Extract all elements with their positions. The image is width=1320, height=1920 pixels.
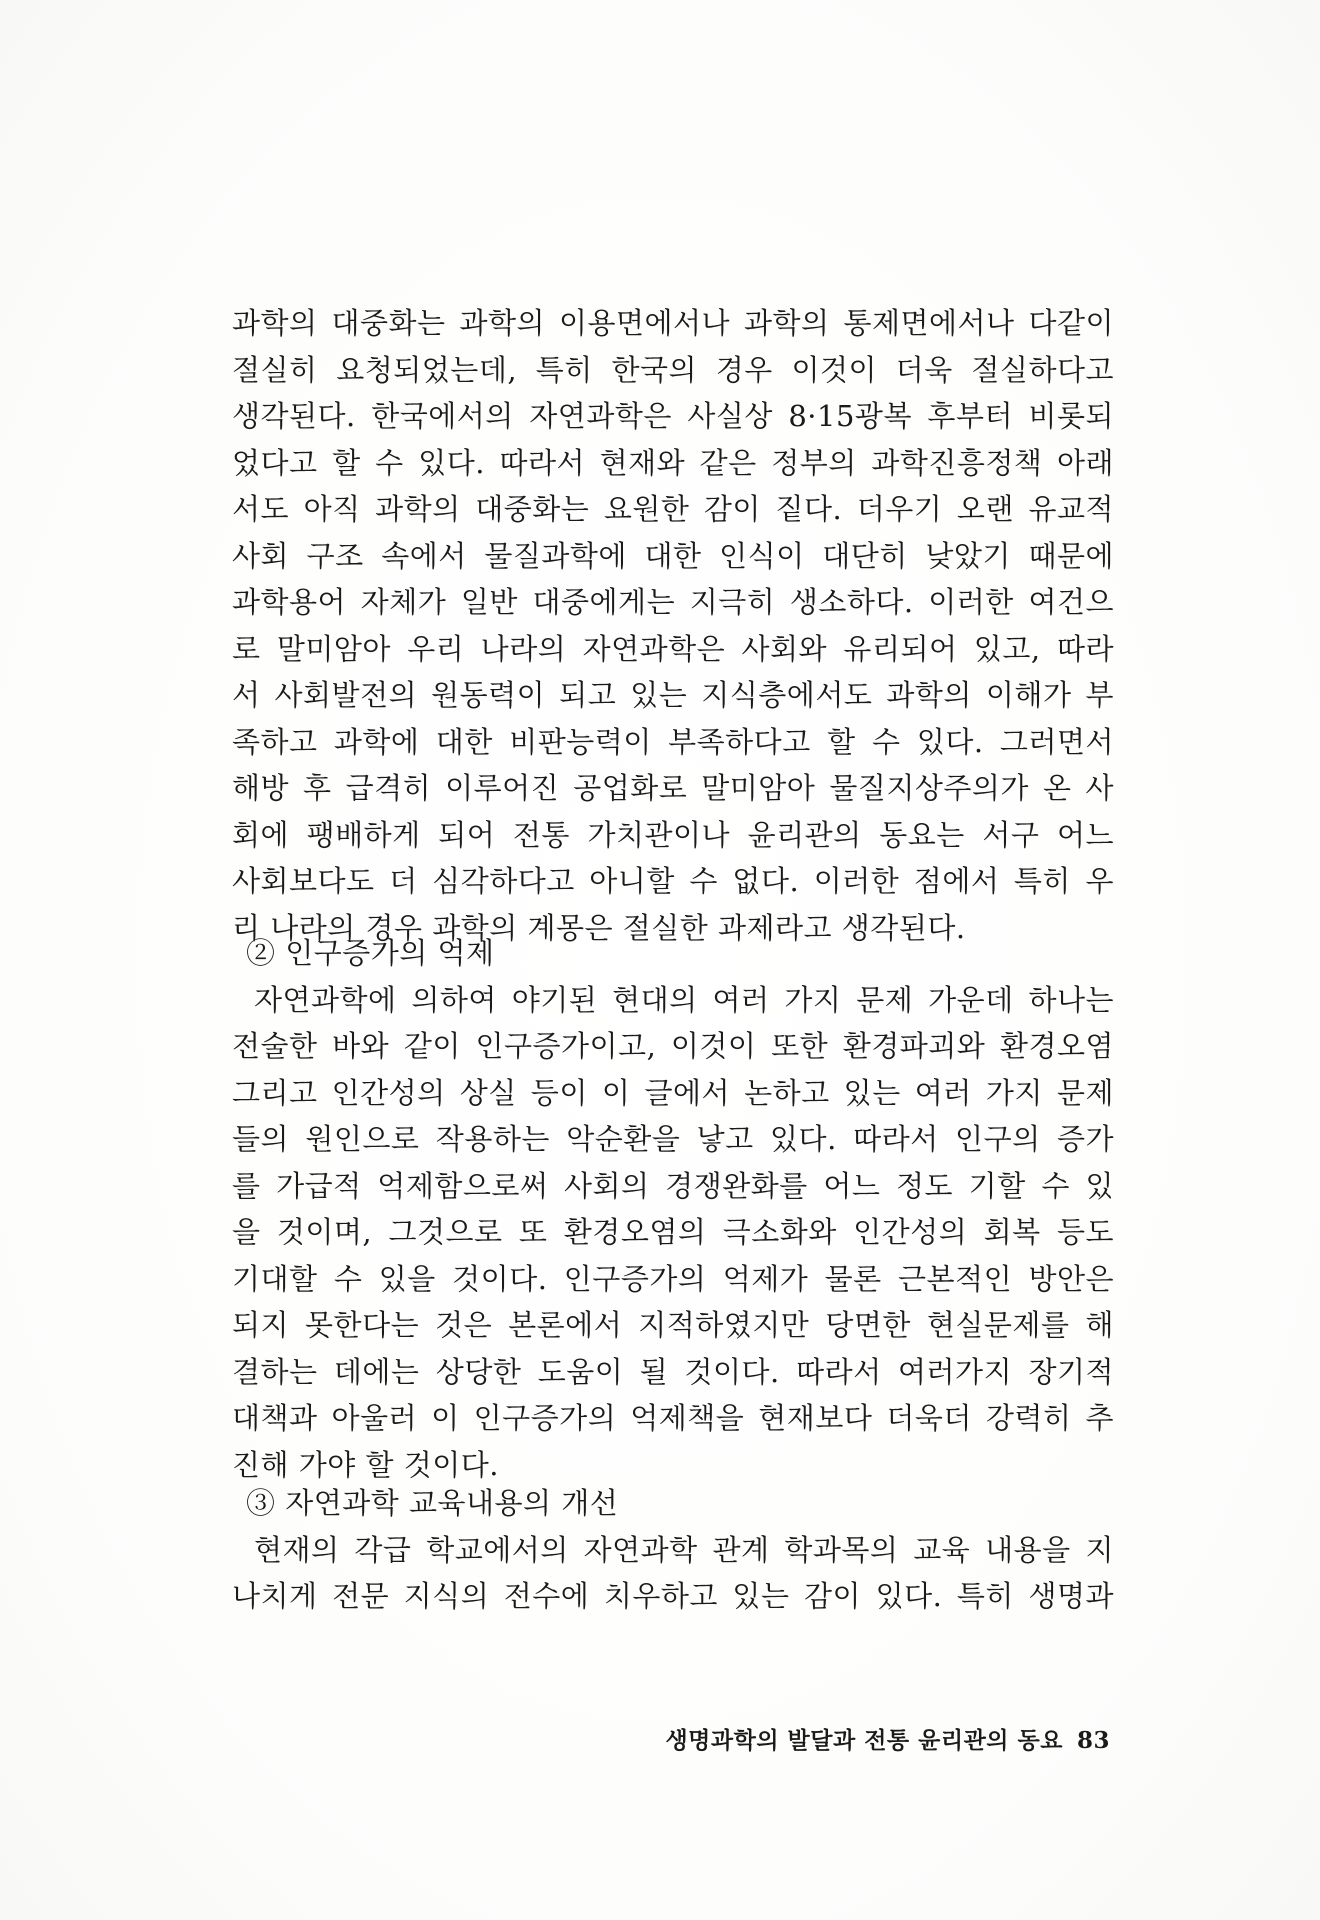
section-science-education bbox=[232, 1480, 1114, 1620]
text-line: 생각된다. 한국에서의 자연과학은 사실상 8·15광복 후부터 비롯되 bbox=[232, 399, 1114, 433]
text-line: 과학의 대중화는 과학의 이용면에서나 과학의 통제면에서나 다같이 bbox=[232, 306, 1114, 340]
text-line: 리 나라의 경우 과학의 계몽은 절실한 과제라고 생각된다. bbox=[232, 910, 966, 945]
page-number: 83 bbox=[1076, 1727, 1110, 1754]
text-line: 었다고 할 수 있다. 따라서 현재와 같은 정부의 과학진흥정책 아래 bbox=[232, 445, 1114, 480]
text-line: 전술한 바와 같이 인구증가이고, 이것이 또한 환경파괴와 환경오염 bbox=[232, 1029, 1114, 1063]
text-line: 회에 팽배하게 되어 전통 가치관이나 윤리관의 동요는 서구 어느 bbox=[232, 817, 1114, 852]
text-line: 서 사회발전의 원동력이 되고 있는 지식층에서도 과학의 이해가 부 bbox=[232, 678, 1114, 712]
text-line: 절실히 요청되었는데, 특히 한국의 경우 이것이 더욱 절실하다고 bbox=[232, 352, 1114, 387]
paragraph-science-popularization bbox=[232, 300, 1114, 951]
text-line: 결하는 데에는 상당한 도움이 될 것이다. 따라서 여러가지 장기적 bbox=[232, 1354, 1114, 1389]
text-line: 서도 아직 과학의 대중화는 요원한 감이 짙다. 더우기 오랜 유교적 bbox=[232, 492, 1114, 526]
text-line: 로 말미암아 우리 나라의 자연과학은 사회와 유리되어 있고, 따라 bbox=[232, 631, 1114, 666]
text-line: 과학용어 자체가 일반 대중에게는 지극히 생소하다. 이러한 여건으 bbox=[232, 585, 1114, 619]
section-heading: ③ 자연과학 교육내용의 개선 bbox=[246, 1486, 619, 1520]
text-line: 자연과학에 의하여 야기된 현대의 여러 가지 문제 가운데 하나는 bbox=[254, 982, 1114, 1017]
text-line: 되지 못한다는 것은 본론에서 지적하였지만 당면한 현실문제를 해 bbox=[232, 1308, 1114, 1342]
text-line: 해방 후 급격히 이루어진 공업화로 말미암아 물질지상주의가 온 사 bbox=[232, 771, 1114, 805]
text-line: 기대할 수 있을 것이다. 인구증가의 억제가 물론 근본적인 방안은 bbox=[232, 1261, 1114, 1296]
text-line: 사회보다도 더 심각하다고 아니할 수 없다. 이러한 점에서 특히 우 bbox=[232, 864, 1114, 898]
text-line: 대책과 아울러 이 인구증가의 억제책을 현재보다 더욱더 강력히 추 bbox=[232, 1401, 1114, 1435]
text-line: 사회 구조 속에서 물질과학에 대한 인식이 대단히 낮았기 때문에 bbox=[232, 538, 1114, 573]
running-title: 생명과학의 발달과 전통 윤리관의 동요 bbox=[665, 1727, 1063, 1754]
text-line: 를 가급적 억제함으로써 사회의 경쟁완화를 어느 정도 기할 수 있 bbox=[232, 1168, 1114, 1203]
text-line: 나치게 전문 지식의 전수에 치우하고 있는 감이 있다. 특히 생명과 bbox=[232, 1579, 1114, 1613]
section-heading: ② 인구증가의 억제 bbox=[246, 936, 495, 970]
text-line: 들의 원인으로 작용하는 악순환을 낳고 있다. 따라서 인구의 증가 bbox=[232, 1122, 1114, 1156]
text-line: 족하고 과학에 대한 비판능력이 부족하다고 할 수 있다. 그러면서 bbox=[232, 724, 1114, 759]
text-line: 진해 가야 할 것이다. bbox=[232, 1447, 499, 1482]
text-line: 그리고 인간성의 상실 등이 이 글에서 논하고 있는 여러 가지 문제 bbox=[232, 1075, 1114, 1110]
text-line: 현재의 각급 학교에서의 자연과학 관계 학과목의 교육 내용을 지 bbox=[254, 1532, 1114, 1567]
page-footer bbox=[590, 1722, 1110, 1755]
section-population-control bbox=[232, 930, 1114, 1488]
text-line: 을 것이며, 그것으로 또 환경오염의 극소화와 인간성의 회복 등도 bbox=[232, 1215, 1114, 1249]
